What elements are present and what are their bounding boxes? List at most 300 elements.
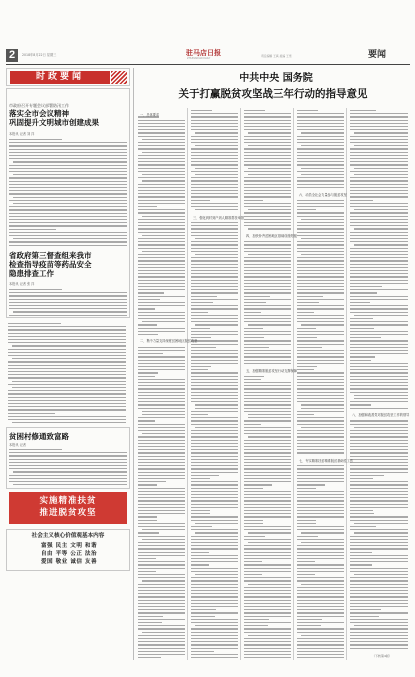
text-line	[297, 558, 344, 559]
text-line	[191, 379, 238, 380]
text-line	[138, 177, 185, 178]
text-line	[138, 203, 185, 204]
text-line	[350, 536, 408, 537]
text-line	[297, 270, 344, 271]
column-rule	[346, 108, 347, 660]
text-line	[248, 145, 291, 146]
text-line	[244, 651, 291, 652]
text-line	[12, 358, 126, 359]
text-line	[297, 385, 344, 386]
text-line	[9, 241, 127, 242]
text-line	[191, 644, 238, 645]
text-line	[8, 400, 126, 401]
text-line	[350, 555, 408, 556]
text-line	[244, 203, 291, 204]
text-line	[138, 603, 185, 604]
text-line	[138, 616, 163, 617]
text-line	[297, 577, 344, 578]
text-line	[191, 468, 238, 469]
text-line	[350, 187, 408, 188]
text-line	[138, 193, 185, 194]
text-line	[354, 174, 408, 175]
text-line	[8, 342, 126, 343]
text-line	[191, 577, 238, 578]
text-line	[244, 312, 261, 313]
text-line	[138, 388, 185, 389]
text-line	[350, 484, 408, 485]
text-line	[138, 654, 185, 655]
text-line	[191, 139, 238, 140]
text-line	[138, 584, 185, 585]
text-line	[354, 168, 408, 169]
text-line	[138, 488, 185, 489]
text-line	[297, 283, 344, 284]
text-line	[195, 625, 238, 626]
text-line	[138, 286, 185, 287]
text-line	[244, 577, 291, 578]
text-line	[350, 136, 408, 137]
column-rule	[240, 108, 241, 660]
text-line	[244, 200, 263, 201]
text-line	[191, 513, 210, 514]
text-line	[350, 110, 376, 111]
text-line	[138, 628, 185, 629]
text-line	[138, 635, 185, 636]
text-line	[244, 456, 291, 457]
text-line	[191, 504, 238, 505]
text-line	[9, 142, 127, 143]
text-line	[350, 430, 408, 431]
text-line	[9, 449, 62, 450]
article-subhead-2: 二、集中力量支持深度贫困地区脱贫攻坚	[140, 339, 198, 343]
text-line	[138, 622, 162, 623]
text-line	[350, 526, 376, 527]
text-line	[297, 411, 344, 412]
text-line	[191, 539, 238, 540]
text-line	[191, 558, 238, 559]
text-line	[138, 507, 185, 508]
text-line	[191, 561, 238, 562]
text-line	[191, 321, 238, 322]
text-line	[297, 395, 344, 396]
text-line	[138, 267, 185, 268]
text-line	[297, 520, 316, 521]
text-line	[244, 545, 291, 546]
text-line	[297, 536, 318, 537]
text-line	[191, 616, 215, 617]
text-line	[244, 222, 291, 223]
text-line	[297, 206, 344, 207]
text-line	[142, 414, 185, 415]
text-line	[191, 203, 238, 204]
slogan-line-2: 推进脱贫攻坚	[39, 508, 97, 518]
text-line	[138, 270, 185, 271]
story2-byline: 本报讯 记者 张 洋	[9, 282, 35, 286]
text-line	[195, 523, 238, 524]
text-line	[138, 206, 157, 207]
text-line	[350, 468, 408, 469]
text-line	[244, 257, 291, 258]
text-line	[297, 289, 344, 290]
text-line	[9, 302, 127, 303]
text-line	[350, 632, 408, 633]
text-line	[244, 619, 269, 620]
text-line	[142, 251, 185, 252]
text-line	[191, 417, 238, 418]
text-line	[191, 372, 238, 373]
text-line	[12, 422, 126, 423]
text-line	[138, 353, 163, 354]
text-line	[297, 123, 344, 124]
text-line	[244, 398, 291, 399]
text-line	[350, 324, 408, 325]
text-line	[191, 529, 238, 530]
text-line	[350, 158, 408, 159]
text-line	[297, 264, 344, 265]
text-line	[138, 417, 185, 418]
text-line	[297, 248, 344, 249]
text-line	[138, 516, 157, 517]
text-line	[354, 532, 408, 533]
text-line	[350, 116, 408, 117]
text-line	[138, 520, 157, 521]
text-line	[191, 564, 209, 565]
text-line	[248, 414, 291, 415]
text-line	[8, 352, 126, 353]
text-line	[248, 168, 291, 169]
text-line	[297, 113, 344, 114]
text-line	[297, 641, 344, 642]
text-line	[350, 443, 408, 444]
text-line	[138, 504, 185, 505]
text-line	[297, 436, 344, 437]
text-line	[195, 168, 238, 169]
text-line	[138, 212, 185, 213]
text-line	[138, 587, 185, 588]
text-line	[350, 273, 408, 274]
text-line	[9, 184, 127, 185]
core-values-row-1: 富强 民主 文明 和谐	[40, 543, 98, 549]
text-line	[191, 120, 238, 121]
text-line	[244, 276, 291, 277]
text-line	[142, 411, 185, 412]
text-line	[191, 619, 238, 620]
text-line	[244, 484, 272, 485]
text-line	[138, 148, 185, 149]
text-line	[297, 600, 344, 601]
text-line	[297, 628, 344, 629]
text-line	[191, 302, 213, 303]
core-values-row-2: 自由 平等 公正 法治	[40, 551, 98, 557]
text-line	[297, 116, 344, 117]
text-line	[297, 360, 344, 361]
text-line	[191, 478, 210, 479]
text-line	[248, 532, 291, 533]
text-line	[350, 139, 408, 140]
text-line	[297, 516, 344, 517]
text-line	[350, 222, 408, 223]
text-line	[138, 308, 155, 309]
text-line	[350, 257, 408, 258]
text-line	[8, 384, 126, 385]
text-line	[244, 296, 270, 297]
text-line	[350, 225, 408, 226]
text-line	[297, 587, 344, 588]
text-line	[138, 356, 185, 357]
text-line	[350, 155, 408, 156]
text-line	[138, 228, 185, 229]
text-line	[350, 539, 408, 540]
text-line	[350, 596, 408, 597]
text-line	[350, 622, 408, 623]
text-line	[350, 206, 408, 207]
text-line	[9, 225, 127, 226]
text-line	[248, 584, 291, 585]
text-line	[244, 609, 291, 610]
text-line	[350, 420, 408, 421]
text-line	[138, 164, 185, 165]
text-line	[195, 574, 238, 575]
text-line	[9, 177, 127, 178]
text-line	[244, 321, 291, 322]
text-line	[191, 369, 208, 370]
text-line	[350, 142, 408, 143]
text-line	[244, 516, 291, 517]
text-line	[191, 440, 238, 441]
text-line	[138, 481, 166, 482]
article-subhead-7: 七、夯实精准扶贫精准脱贫基础性工作	[299, 459, 354, 463]
text-line	[191, 328, 210, 329]
text-line	[297, 273, 344, 274]
story-box-3	[6, 427, 130, 489]
text-line	[138, 510, 185, 511]
text-line	[244, 497, 291, 498]
text-line	[138, 395, 185, 396]
text-line	[297, 328, 316, 329]
text-line	[297, 449, 344, 450]
text-line	[244, 244, 291, 245]
text-line	[138, 574, 185, 575]
text-line	[350, 436, 408, 437]
text-line	[9, 459, 127, 460]
text-line	[297, 222, 344, 223]
text-line	[138, 296, 185, 297]
text-line	[244, 539, 291, 540]
text-line	[350, 401, 408, 402]
text-line	[350, 641, 408, 642]
text-line	[244, 356, 291, 357]
text-line	[138, 532, 159, 533]
text-line	[244, 289, 291, 290]
column-rule	[187, 108, 188, 660]
text-line	[9, 181, 127, 182]
text-line	[248, 209, 291, 210]
text-line	[297, 401, 344, 402]
text-line	[9, 213, 127, 214]
text-line	[297, 500, 344, 501]
text-line	[138, 257, 185, 258]
text-line	[244, 433, 291, 434]
text-line	[297, 420, 344, 421]
text-line	[191, 395, 238, 396]
text-line	[191, 456, 238, 457]
text-line	[244, 603, 291, 604]
text-line	[244, 536, 265, 537]
text-line	[191, 484, 238, 485]
text-line	[138, 558, 156, 559]
text-line	[9, 481, 127, 482]
text-line	[301, 542, 344, 543]
text-line	[9, 452, 127, 453]
text-line	[191, 193, 238, 194]
text-line	[297, 344, 344, 345]
text-line	[297, 388, 344, 389]
text-line	[244, 382, 291, 383]
text-line	[248, 417, 291, 418]
text-line	[297, 139, 344, 140]
text-line	[297, 529, 344, 530]
text-line	[354, 395, 408, 396]
text-line	[350, 552, 372, 553]
text-line	[244, 596, 291, 597]
text-line	[138, 289, 185, 290]
text-line	[297, 398, 344, 399]
text-line	[138, 372, 158, 373]
text-line	[138, 523, 185, 524]
article-subhead-6: 六、动员全社会力量参与脱贫攻坚	[299, 193, 347, 197]
text-line	[191, 276, 238, 277]
text-line	[350, 542, 408, 543]
text-line	[138, 168, 185, 169]
text-line	[138, 452, 185, 453]
text-line	[350, 590, 408, 591]
text-line	[138, 280, 185, 281]
text-line	[244, 526, 291, 527]
text-line	[244, 299, 291, 300]
text-line	[350, 584, 408, 585]
text-line	[195, 427, 238, 428]
text-line	[297, 523, 316, 524]
text-line	[142, 180, 185, 181]
story1-body	[9, 137, 127, 262]
text-line	[350, 465, 408, 466]
text-line	[244, 478, 291, 479]
text-line	[138, 609, 185, 610]
article-column-1	[138, 108, 185, 660]
story2-headline-2: 检查指导疫苗等药品安全	[9, 260, 92, 269]
text-line	[191, 350, 238, 351]
text-line	[8, 390, 126, 391]
text-line	[350, 161, 408, 162]
main-headline-line-2: 关于打赢脱贫攻坚战三年行动的指导意见	[178, 88, 368, 100]
text-line	[191, 436, 238, 437]
text-line	[297, 337, 317, 338]
text-line	[297, 475, 344, 476]
text-line	[244, 219, 291, 220]
text-line	[244, 555, 291, 556]
page-header	[6, 49, 410, 63]
text-line	[244, 427, 291, 428]
text-line	[244, 129, 291, 130]
text-line	[138, 475, 185, 476]
text-line	[297, 209, 316, 210]
text-line	[191, 129, 238, 130]
text-line	[9, 478, 127, 479]
text-line	[354, 398, 408, 399]
text-line	[191, 289, 238, 290]
text-line	[138, 248, 185, 249]
text-line	[244, 251, 291, 252]
text-line	[301, 427, 344, 428]
text-line	[195, 254, 238, 255]
text-line	[244, 360, 291, 361]
text-line	[8, 371, 126, 372]
text-line	[191, 475, 219, 476]
text-line	[244, 126, 291, 127]
text-line	[191, 481, 238, 482]
text-line	[350, 369, 408, 370]
text-line	[8, 339, 126, 340]
text-line	[138, 459, 185, 460]
text-line	[297, 616, 344, 617]
text-line	[138, 542, 185, 543]
text-line	[138, 440, 185, 441]
text-line	[350, 516, 408, 517]
text-line	[354, 315, 408, 316]
text-line	[244, 568, 291, 569]
text-line	[244, 123, 291, 124]
text-line	[350, 545, 408, 546]
text-line	[244, 280, 291, 281]
text-line	[350, 264, 408, 265]
text-line	[138, 638, 185, 639]
text-line	[9, 145, 127, 146]
text-line	[244, 139, 291, 140]
text-line	[354, 145, 408, 146]
text-line	[191, 571, 238, 572]
text-line	[244, 379, 261, 380]
text-line	[138, 324, 157, 325]
text-line	[297, 126, 344, 127]
text-line	[191, 497, 238, 498]
text-line	[350, 312, 408, 313]
text-line	[9, 468, 127, 469]
text-line	[350, 299, 408, 300]
text-line	[9, 171, 127, 172]
story1-byline: 本报讯 记者 刘 洋	[9, 132, 35, 136]
text-line	[8, 326, 126, 327]
text-line	[13, 203, 127, 204]
text-line	[297, 129, 344, 130]
text-line	[244, 171, 291, 172]
text-line	[350, 296, 408, 297]
text-line	[350, 593, 408, 594]
story-box-2	[6, 321, 130, 425]
text-line	[138, 254, 185, 255]
text-line	[297, 347, 322, 348]
text-line	[195, 404, 238, 405]
text-line	[195, 209, 238, 210]
text-line	[191, 177, 238, 178]
text-line	[350, 449, 408, 450]
text-line	[142, 235, 185, 236]
text-line	[138, 385, 185, 386]
text-line	[12, 381, 126, 382]
text-line	[297, 292, 344, 293]
text-line	[244, 267, 291, 268]
text-line	[350, 372, 408, 373]
text-line	[350, 507, 408, 508]
